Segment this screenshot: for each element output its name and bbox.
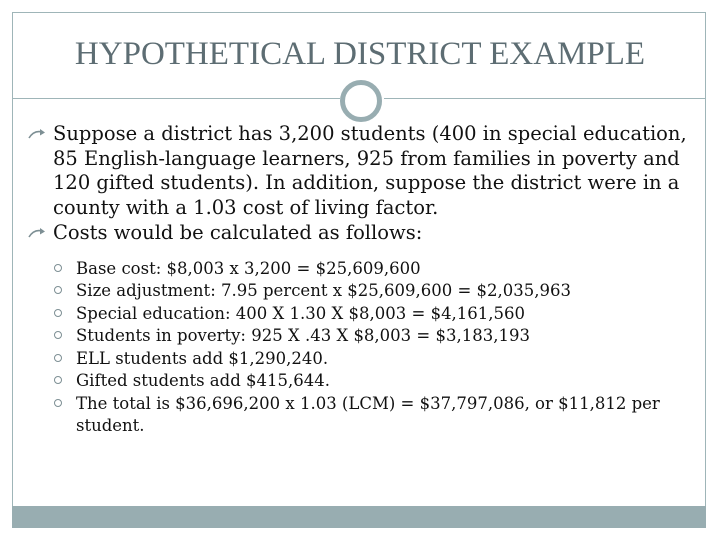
curved-arrow-bullet-icon — [28, 227, 47, 239]
hollow-circle-bullet-icon — [54, 354, 62, 362]
hollow-circle-bullet-icon — [54, 376, 62, 384]
sub-bullet-point — [28, 393, 698, 438]
hollow-circle-bullet-icon — [54, 309, 62, 317]
hollow-circle-bullet-icon — [54, 286, 62, 294]
sub-bullet-list — [28, 258, 698, 438]
sub-bullet-text: The total is $36,696,200 x 1.03 (LCM) = $37,797,086, or $11,812 per student. — [76, 393, 660, 435]
title-rule-right — [384, 98, 706, 99]
title-rule-left — [12, 98, 340, 99]
sub-bullet-text: Students in poverty: 925 X .43 X $8,003 = $3,183,193 — [76, 326, 530, 345]
sub-bullet-point — [28, 348, 698, 371]
slide-title: HYPOTHETICAL DISTRICT EXAMPLE — [74, 36, 646, 72]
bullet-text: Costs would be calculated as follows: — [53, 221, 423, 244]
sub-bullet-point — [28, 370, 698, 393]
bullet-point — [28, 221, 698, 246]
ring-ornament-icon — [340, 80, 382, 122]
sub-bullet-text: Base cost: $8,003 x 3,200 = $25,609,600 — [76, 258, 421, 278]
bullet-text: Suppose a district has 3,200 students (400 in special education, 85 English-language learners, 925 from families in poverty and 120 gifted students). In addition, suppose the district were in a county with a 1.03 cost of living factor. — [53, 122, 687, 219]
slide-content — [28, 122, 698, 438]
footer-bar — [12, 506, 706, 528]
sub-bullet-point — [28, 325, 698, 348]
sub-bullet-point — [28, 258, 698, 281]
hollow-circle-bullet-icon — [54, 331, 62, 339]
bullet-point — [28, 122, 698, 220]
sub-bullet-point — [28, 303, 698, 326]
sub-bullet-text: Special education: 400 X 1.30 X $8,003 = $4,161,560 — [76, 303, 526, 323]
sub-bullet-point — [28, 280, 698, 303]
hollow-circle-bullet-icon — [54, 264, 62, 272]
sub-bullet-text: ELL students add $1,290,240. — [76, 348, 329, 368]
curved-arrow-bullet-icon — [28, 128, 47, 140]
hollow-circle-bullet-icon — [54, 399, 62, 407]
sub-bullet-text: Gifted students add $415,644. — [76, 371, 330, 390]
sub-bullet-text: Size adjustment: 7.95 percent x $25,609,600 = $2,035,963 — [76, 281, 572, 300]
